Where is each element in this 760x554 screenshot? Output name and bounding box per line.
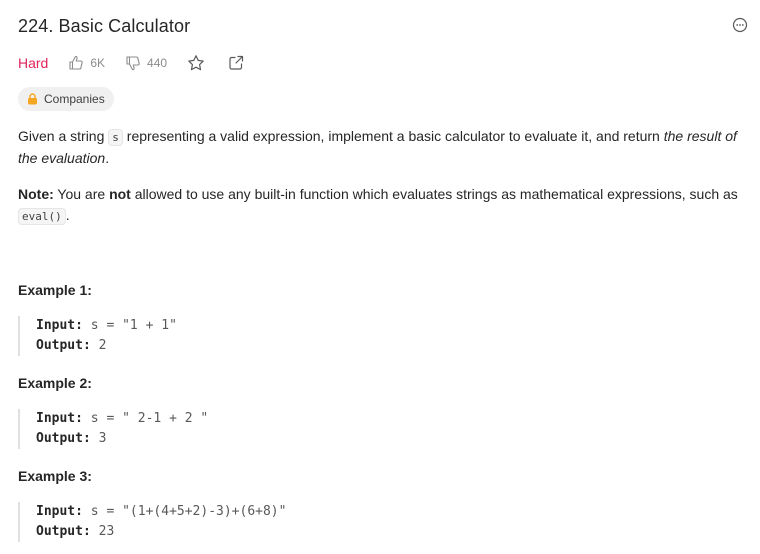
input-label: Input: — [36, 411, 83, 426]
companies-tag[interactable] — [18, 87, 114, 111]
dislike-count: 440 — [147, 56, 168, 70]
example-output: 3 — [98, 431, 107, 446]
note-text: You are — [53, 186, 110, 202]
example-3-title: Example 3: — [18, 468, 92, 484]
note-label: Note: — [18, 186, 54, 202]
statement-text: Given a string — [18, 128, 109, 144]
companies-tag-label: Companies — [44, 92, 105, 106]
meta-row — [18, 52, 267, 74]
like-count: 6K — [90, 56, 106, 70]
note-text: allowed to use any built-in function which evaluates strings as mathematical expressions, such as — [130, 186, 738, 202]
input-label: Input: — [36, 318, 83, 333]
star-icon — [187, 54, 205, 72]
output-label: Output: — [36, 524, 91, 539]
share-button[interactable] — [227, 54, 245, 72]
inline-code-s: s — [108, 129, 123, 146]
problem-statement — [18, 126, 742, 169]
example-output: 2 — [98, 338, 107, 353]
inline-code-eval: eval() — [18, 208, 66, 225]
tag-row — [18, 87, 114, 111]
example-input: s = "(1+(4+5+2)-3)+(6+8)" — [90, 504, 287, 519]
statement-text: . — [105, 150, 110, 166]
example-input: s = " 2-1 + 2 " — [90, 411, 209, 426]
favorite-button[interactable] — [187, 54, 205, 72]
title-row — [18, 14, 748, 38]
lock-icon — [27, 93, 38, 105]
example-output: 23 — [98, 524, 115, 539]
example-input: s = "1 + 1" — [90, 318, 177, 333]
statement-emphasis: the result of the evaluation — [18, 128, 737, 166]
statement-text: representing a valid expression, implement a basic calculator to evaluate it, and return — [122, 128, 664, 144]
thumbs-up-icon — [68, 55, 84, 71]
example-1-block — [18, 316, 177, 356]
note-emphasis: not — [109, 186, 131, 202]
share-icon — [227, 54, 245, 72]
more-options-icon[interactable] — [732, 17, 748, 33]
dislike-button[interactable] — [125, 55, 167, 71]
problem-note — [18, 184, 742, 227]
output-label: Output: — [36, 338, 91, 353]
like-button[interactable] — [68, 55, 105, 71]
example-2-title: Example 2: — [18, 375, 92, 391]
example-1-title: Example 1: — [18, 282, 92, 298]
difficulty-label: Hard — [18, 55, 49, 71]
note-text: . — [65, 207, 70, 223]
example-2-block — [18, 409, 208, 449]
example-3-block — [18, 502, 286, 542]
output-label: Output: — [36, 431, 91, 446]
input-label: Input: — [36, 504, 83, 519]
thumbs-down-icon — [125, 55, 141, 71]
problem-title[interactable]: 224. Basic Calculator — [18, 16, 191, 36]
